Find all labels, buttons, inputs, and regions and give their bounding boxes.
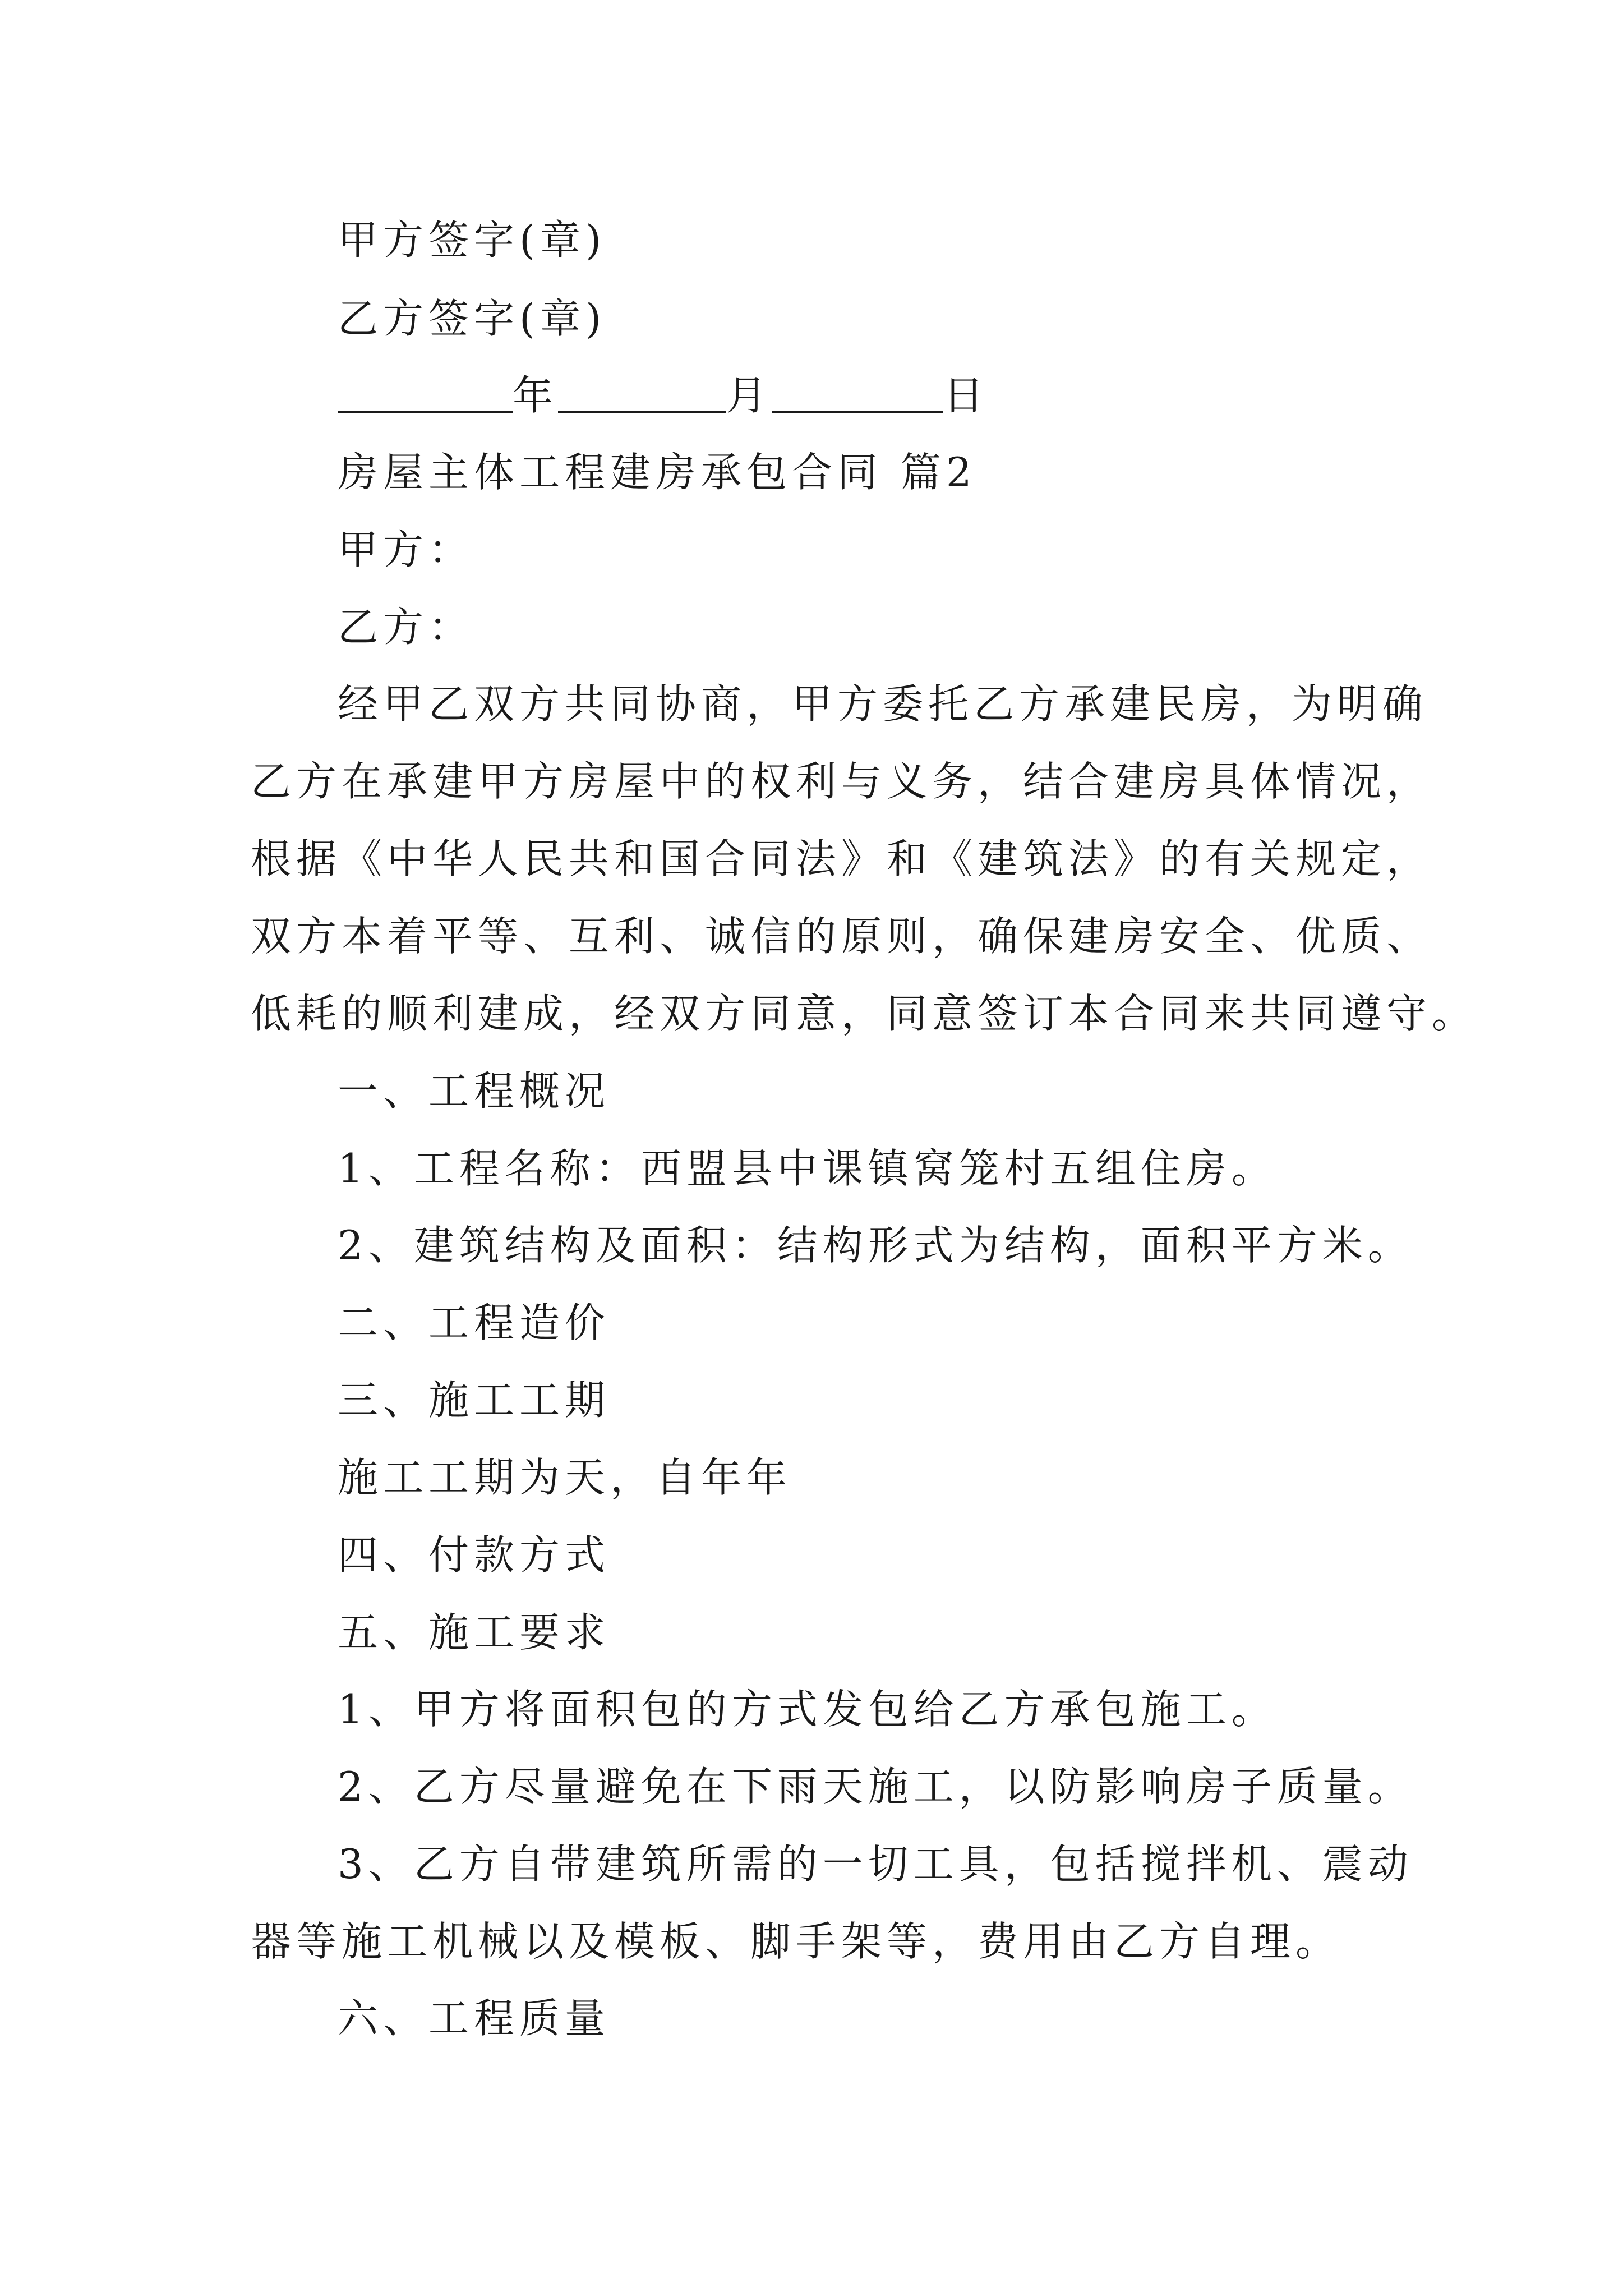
contract-title: 房屋主体工程建房承包合同 篇2 — [338, 449, 977, 496]
year-blank — [338, 372, 513, 413]
year-label: 年 — [513, 372, 559, 419]
section-3-heading: 三、施工工期 — [338, 1377, 611, 1424]
section-4-heading: 四、付款方式 — [338, 1531, 611, 1579]
party-a-label: 甲方： — [338, 526, 474, 573]
intro-line-5: 低耗的顺利建成，经双方同意，同意签订本合同来共同遵守。 — [251, 990, 1478, 1037]
day-label: 日 — [943, 372, 989, 419]
intro-line-3: 根据《中华人民共和国合同法》和《建筑法》的有关规定， — [251, 835, 1432, 882]
section-1-heading: 一、工程概况 — [338, 1068, 611, 1115]
section-1-item-2: 2、建筑结构及面积：结构形式为结构，面积平方米。 — [338, 1222, 1413, 1269]
section-5-heading: 五、施工要求 — [338, 1609, 611, 1656]
signature-date-line — [338, 370, 989, 421]
section-1-item-1: 1、工程名称：西盟县中课镇窝笼村五组住房。 — [338, 1145, 1277, 1192]
day-blank — [772, 372, 943, 413]
month-blank — [558, 372, 726, 413]
section-2-heading: 二、工程造价 — [338, 1299, 611, 1346]
section-5-item-3-line-2: 器等施工机械以及模板、脚手架等，费用由乙方自理。 — [251, 1918, 1341, 1965]
section-3-text: 施工工期为天，自年年 — [338, 1454, 792, 1501]
section-6-heading: 六、工程质量 — [338, 1995, 611, 2042]
party-b-signature: 乙方签字(章) — [338, 295, 607, 342]
section-5-item-3-line-1: 3、乙方自带建筑所需的一切工具，包括搅拌机、震动 — [338, 1841, 1413, 1888]
section-5-item-2: 2、乙方尽量避免在下雨天施工，以防影响房子质量。 — [338, 1763, 1413, 1810]
party-b-label: 乙方： — [338, 604, 474, 651]
section-5-item-1: 1、甲方将面积包的方式发包给乙方承包施工。 — [338, 1686, 1277, 1733]
party-a-signature: 甲方签字(章) — [338, 217, 607, 264]
month-label: 月 — [726, 372, 772, 419]
intro-line-1: 经甲乙双方共同协商，甲方委托乙方承建民房，为明确 — [338, 680, 1428, 728]
intro-line-2: 乙方在承建甲方房屋中的权利与义务，结合建房具体情况， — [251, 758, 1432, 805]
intro-line-4: 双方本着平等、互利、诚信的原则，确保建房安全、优质、 — [251, 913, 1432, 960]
